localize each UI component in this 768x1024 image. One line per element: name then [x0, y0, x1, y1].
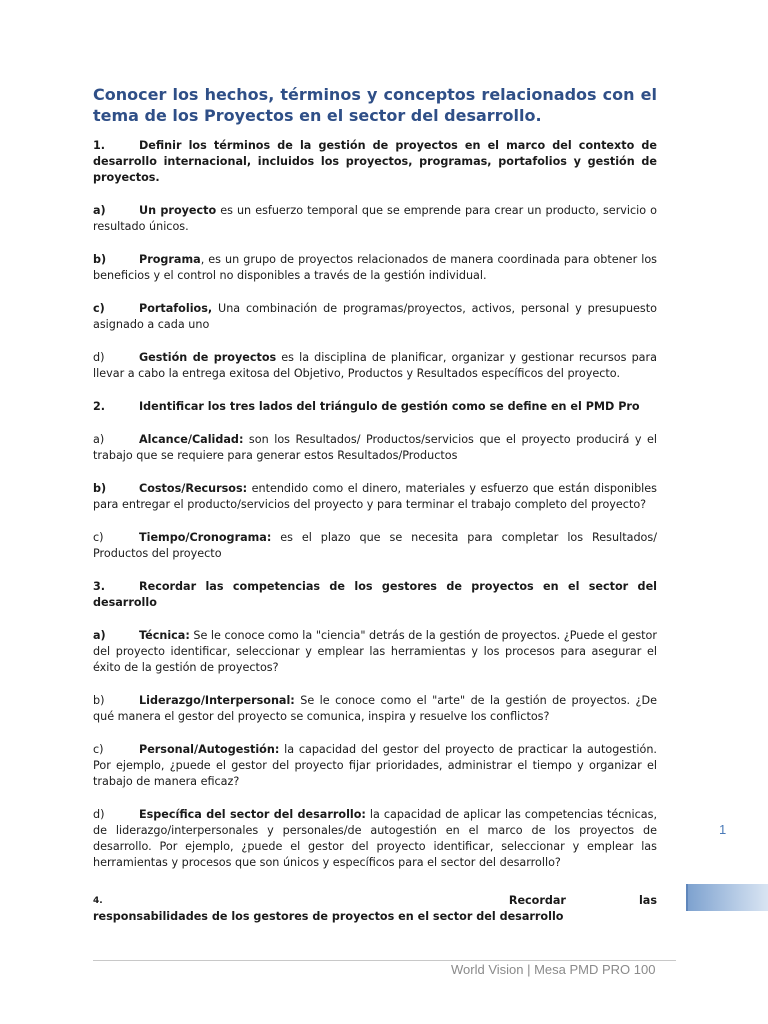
item-text: es la disciplina de planificar, organizar y gestionar recursos para llevar a cabo la entrega exitosa del Objetivo, Productos y Resultados específicos del proyecto. [93, 351, 657, 380]
item-marker: b) [93, 253, 107, 266]
item-text: la capacidad del gestor del proyecto de practicar la autogestión. Por ejemplo, ¿puede el gestor del proyecto fijar prioridades, administrar el tiempo y organizar el trabajo de manera eficaz? [93, 743, 657, 788]
item-text: son los Resultados/ Productos/servicios que el proyecto producirá y el trabajo que se requiere para generar estos Resultados/Productos [93, 433, 657, 462]
item-term: Alcance/Calidad: [139, 433, 244, 446]
item-marker: c) [93, 302, 105, 315]
list-item [93, 530, 657, 562]
item-marker: a) [93, 433, 105, 446]
item-marker: c) [93, 531, 104, 544]
list-item [93, 432, 657, 464]
section-number: 2. [93, 400, 106, 413]
page-title: Conocer los hechos, términos y conceptos relacionados con el tema de los Proyectos en el sector del desarrollo. [93, 85, 657, 125]
item-term: Tiempo/Cronograma: [139, 531, 272, 544]
item-term: Portafolios, [139, 302, 213, 315]
list-item [93, 807, 657, 871]
section-number: 3. [93, 580, 106, 593]
section-4-line-2: responsabilidades de los gestores de proyectos en el sector del desarrollo [93, 910, 564, 923]
section-4-number: 4. [93, 896, 103, 906]
item-text: Una combinación de programas/proyectos, activos, personal y presupuesto asignado a cada uno [93, 302, 657, 331]
item-text: , es un grupo de proyectos relacionados de manera coordinada para obtener los beneficios y el control no disponibles a través de la gestión individual. [93, 253, 657, 282]
footer-text: World Vision | Mesa PMD PRO 100 [451, 962, 656, 977]
item-text: es el plazo que se necesita para completar los Resultados/ Productos del proyecto [93, 531, 657, 560]
item-marker: a) [93, 204, 106, 217]
list-item [93, 693, 657, 725]
item-term: Técnica: [139, 629, 190, 642]
item-marker: a) [93, 629, 106, 642]
item-marker: d) [93, 351, 105, 364]
list-item [93, 203, 657, 235]
list-item [93, 301, 657, 333]
item-text: entendido como el dinero, materiales y esfuerzo que están disponibles para entregar el producto/servicios del proyecto y para terminar el trabajo completo del proyecto? [93, 482, 657, 511]
section-heading-text: Recordar las competencias de los gestores de proyectos en el sector del desarrollo [93, 580, 657, 609]
list-item [93, 252, 657, 284]
list-item [93, 350, 657, 382]
item-text: Se le conoce como la "ciencia" detrás de la gestión de proyectos. ¿Puede el gestor del proyecto identificar, seleccionar y emplear las herramientas y los procesos para asegurar el éxito de la gestión de proyectos? [93, 629, 657, 674]
section-4-word-2: las [638, 894, 657, 907]
page-tab-decoration [686, 884, 768, 911]
section-4-word-1: Recordar [508, 894, 566, 907]
item-marker: c) [93, 743, 104, 756]
item-marker: b) [93, 694, 105, 707]
item-term: Gestión de proyectos [139, 351, 277, 364]
item-marker: b) [93, 482, 107, 495]
list-item [93, 628, 657, 676]
list-item [93, 481, 657, 513]
item-text: es un esfuerzo temporal que se emprende para crear un producto, servicio o resultado únicos. [93, 204, 658, 233]
item-term: Costos/Recursos: [139, 482, 248, 495]
section-4-heading [93, 893, 657, 925]
section-1-heading [93, 138, 657, 186]
item-term: Un proyecto [139, 204, 217, 217]
item-term: Liderazgo/Interpersonal: [139, 694, 295, 707]
item-term: Programa [139, 253, 201, 266]
footer-divider [93, 960, 676, 961]
item-text: Se le conoce como el "arte" de la gestión de proyectos. ¿De qué manera el gestor del proyecto se comunica, inspira y resuelve los conflictos? [93, 694, 657, 723]
document-body [93, 84, 657, 925]
section-heading-text: Definir los términos de la gestión de proyectos en el marco del contexto de desarrollo internacional, incluidos los proyectos, programas, portafolios y gestión de proyectos. [93, 139, 657, 184]
section-number: 1. [93, 139, 106, 152]
item-term: Específica del sector del desarrollo: [139, 808, 366, 821]
item-term: Personal/Autogestión: [139, 743, 280, 756]
sections-container [93, 138, 657, 871]
item-marker: d) [93, 808, 105, 821]
section-3-heading [93, 579, 657, 611]
section-2-heading [93, 399, 657, 415]
section-heading-text: Identificar los tres lados del triángulo de gestión como se define en el PMD Pro [139, 400, 640, 413]
page-number: 1 [719, 822, 727, 837]
item-text: la capacidad de aplicar las competencias técnicas, de liderazgo/interpersonales y personales/de autogestión en el marco de los proyectos de desarrollo. Por ejemplo, ¿puede el gestor del proyecto identificar, seleccionar y emplear las herramientas y procesos que son únicos y específicos para el sector del desarrollo? [93, 808, 658, 869]
list-item [93, 742, 657, 790]
